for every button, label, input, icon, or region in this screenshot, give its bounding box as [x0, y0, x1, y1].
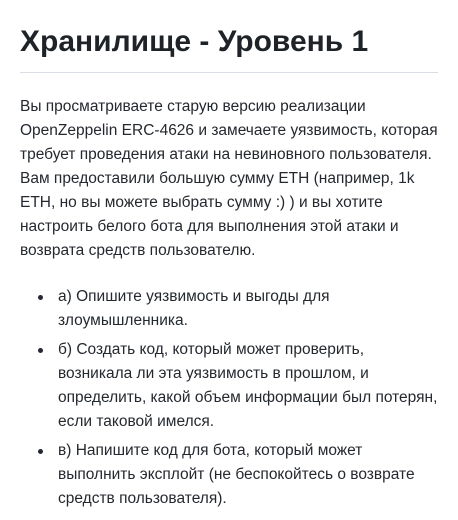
list-item [58, 439, 438, 511]
task-list [20, 285, 438, 511]
list-item [58, 338, 438, 434]
title-divider [20, 72, 438, 73]
bullet-icon [38, 449, 43, 454]
page-title: Хранилище - Уровень 1 [20, 25, 369, 58]
list-item-text: в) Напишите код для бота, который может выполнить эксплойт (не беспокойтесь о возврате средств пользователя). [58, 442, 415, 507]
bullet-icon [38, 348, 43, 353]
intro-paragraph: Вы просматриваете старую версию реализации OpenZeppelin ERC-4626 и замечаете уязвимость, которая требует проведения атаки на невиновного пользователя. Вам предоставили большую сумму ETH (например, 1k ETH, но вы можете выбрать сумму :) ) и вы хотите настроить белого бота для выполнения этой атаки и возврата средств пользователю. [20, 98, 438, 259]
list-item [58, 285, 438, 333]
list-item-text: а) Опишите уязвимость и выгоды для злоумышленника. [58, 288, 330, 329]
bullet-icon [38, 295, 43, 300]
list-item-text: б) Создать код, который может проверить, возникала ли эта уязвимость в прошлом, и определить, какой объем информации был потерян, если таковой имелся. [58, 341, 438, 430]
